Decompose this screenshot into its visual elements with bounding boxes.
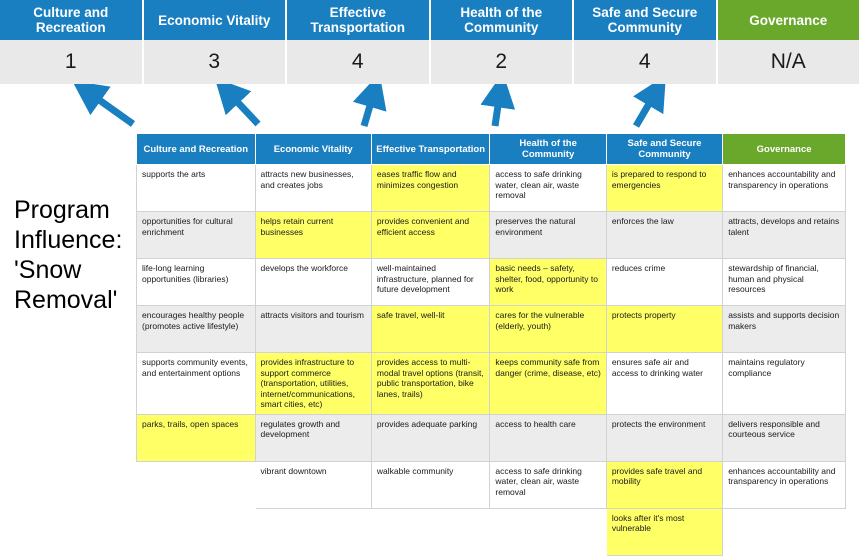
score-value-culture-and-recreation: 1 [0, 40, 144, 84]
matrix-header-culture-and-recreation: Culture and Recreation [137, 134, 256, 165]
matrix-cell: life-long learning opportunities (libraries) [137, 259, 256, 306]
score-header-health-of-the-community: Health of the Community [431, 0, 575, 40]
matrix-cell: encourages healthy people (promotes active lifestyle) [137, 306, 256, 353]
score-value-health-of-the-community: 2 [431, 40, 575, 84]
matrix-cell: walkable community [371, 461, 490, 508]
score-summary-strip [0, 0, 859, 88]
matrix-header-economic-vitality: Economic Vitality [255, 134, 371, 165]
matrix-cell: keeps community safe from danger (crime, disease, etc) [490, 353, 606, 415]
score-value-row [0, 40, 859, 84]
matrix-cell: regulates growth and development [255, 414, 371, 461]
matrix-cell: looks after it's most vulnerable [606, 508, 722, 555]
table-row [137, 165, 846, 212]
matrix-cell: protects property [606, 306, 722, 353]
matrix-cell-empty [490, 508, 606, 555]
matrix-cell: opportunities for cultural enrichment [137, 212, 256, 259]
matrix-cell-empty [137, 461, 256, 508]
score-value-economic-vitality: 3 [144, 40, 288, 84]
matrix-cell: cares for the vulnerable (elderly, youth) [490, 306, 606, 353]
matrix-cell: provides infrastructure to support commerce (transportation, utilities, internet/communications, smart cities, etc) [255, 353, 371, 415]
matrix-header-safe-and-secure-community: Safe and Secure Community [606, 134, 722, 165]
table-row [137, 306, 846, 353]
influence-arrow-4 [495, 92, 500, 126]
matrix-cell: assists and supports decision makers [723, 306, 846, 353]
matrix-cell: provides access to multi-modal travel options (transit, public transportation, bike lanes, trails) [371, 353, 490, 415]
score-value-governance: N/A [718, 40, 859, 84]
matrix-cell: supports the arts [137, 165, 256, 212]
matrix-cell: vibrant downtown [255, 461, 371, 508]
table-row [137, 461, 846, 508]
table-row [137, 414, 846, 461]
matrix-cell: enhances accountability and transparency in operations [723, 461, 846, 508]
matrix-cell: attracts visitors and tourism [255, 306, 371, 353]
matrix-cell: access to safe drinking water, clean air, waste removal [490, 165, 606, 212]
matrix-cell: eases traffic flow and minimizes congestion [371, 165, 490, 212]
matrix-cell: reduces crime [606, 259, 722, 306]
influence-arrow-5 [636, 92, 656, 126]
matrix-cell: provides convenient and efficient access [371, 212, 490, 259]
matrix-header-row [137, 134, 846, 165]
program-influence-caption: Program Influence: 'Snow Removal' [14, 195, 134, 315]
matrix-cell: stewardship of financial, human and physical resources [723, 259, 846, 306]
score-header-row [0, 0, 859, 40]
score-value-safe-and-secure-community: 4 [574, 40, 718, 84]
influence-arrows-group [0, 84, 859, 134]
matrix-cell: develops the workforce [255, 259, 371, 306]
matrix-header-governance: Governance [723, 134, 846, 165]
matrix-header-health-of-the-community: Health of the Community [490, 134, 606, 165]
influence-arrow-2 [228, 92, 258, 124]
matrix-cell: well-maintained infrastructure, planned for future development [371, 259, 490, 306]
matrix-cell-empty [137, 508, 256, 555]
influence-arrow-1 [88, 92, 133, 124]
matrix-cell: attracts new businesses, and creates jobs [255, 165, 371, 212]
matrix-cell-empty [371, 508, 490, 555]
score-header-safe-and-secure-community: Safe and Secure Community [574, 0, 718, 40]
matrix-cell: is prepared to respond to emergencies [606, 165, 722, 212]
matrix-cell: attracts, develops and retains talent [723, 212, 846, 259]
matrix-header-effective-transportation: Effective Transportation [371, 134, 490, 165]
table-row [137, 508, 846, 555]
table-row [137, 353, 846, 415]
matrix-cell-empty [255, 508, 371, 555]
score-header-governance: Governance [718, 0, 859, 40]
score-value-effective-transportation: 4 [287, 40, 431, 84]
matrix-cell: safe travel, well-lit [371, 306, 490, 353]
influence-arrow-3 [364, 92, 374, 126]
matrix-cell: ensures safe air and access to drinking water [606, 353, 722, 415]
influence-matrix [136, 133, 846, 556]
matrix-cell: helps retain current businesses [255, 212, 371, 259]
matrix-cell: enhances accountability and transparency in operations [723, 165, 846, 212]
matrix-cell: access to safe drinking water, clean air, waste removal [490, 461, 606, 508]
matrix-cell: supports community events, and entertainment options [137, 353, 256, 415]
matrix-cell: enforces the law [606, 212, 722, 259]
score-header-culture-and-recreation: Culture and Recreation [0, 0, 144, 40]
matrix-cell: provides adequate parking [371, 414, 490, 461]
matrix-cell: basic needs – safety, shelter, food, opportunity to work [490, 259, 606, 306]
table-row [137, 259, 846, 306]
matrix-cell: maintains regulatory compliance [723, 353, 846, 415]
matrix-cell: parks, trails, open spaces [137, 414, 256, 461]
matrix-cell: provides safe travel and mobility [606, 461, 722, 508]
matrix-cell: preserves the natural environment [490, 212, 606, 259]
matrix-cell: protects the environment [606, 414, 722, 461]
score-header-economic-vitality: Economic Vitality [144, 0, 288, 40]
matrix-cell: access to health care [490, 414, 606, 461]
matrix-cell-empty [723, 508, 846, 555]
matrix-cell: delivers responsible and courteous service [723, 414, 846, 461]
table-row [137, 212, 846, 259]
score-header-effective-transportation: Effective Transportation [287, 0, 431, 40]
